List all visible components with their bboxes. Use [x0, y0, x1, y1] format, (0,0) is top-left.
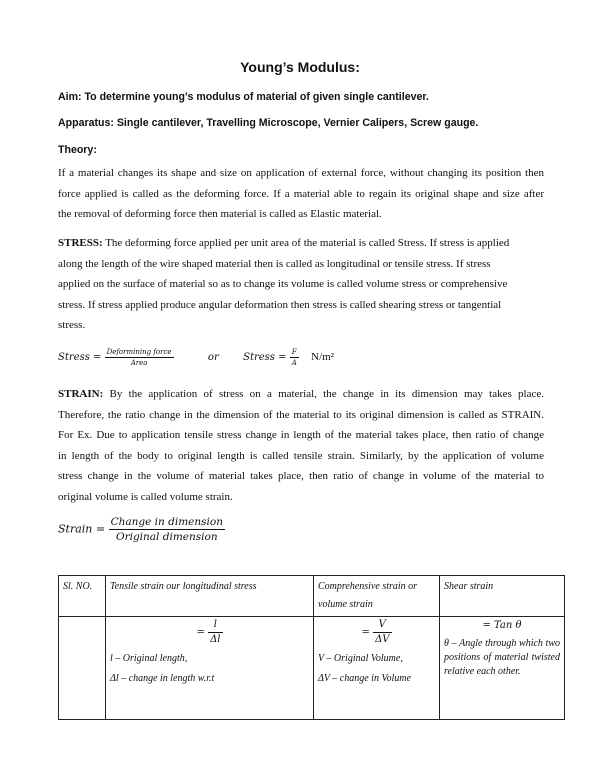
tensile-denominator: Δl [210, 634, 221, 645]
strain-eq-lhs: Strain = [58, 522, 106, 536]
stress-line: applied on the surface of material so as to change its volume is called volume stress or comprehensive [58, 278, 508, 290]
volume-numerator: V [373, 619, 391, 633]
stress-eq-lhs2: Stress = [243, 352, 287, 363]
strain-denominator: Original dimension [115, 531, 218, 543]
strain-line: For Ex. Due to application tensile stress change in length of the material takes place, then ratio of change [58, 429, 544, 441]
table-header-row [59, 576, 565, 617]
stress-eq-or: or [207, 352, 219, 363]
strain-line: stress change in the volume of material takes place, then ratio of change in volume of the material to [58, 470, 544, 482]
strain-equation [58, 516, 225, 543]
tensile-desc-1: l – Original length, [110, 653, 188, 664]
theory-line: the removal of deforming force then material is called as Elastic material. [58, 208, 382, 220]
strain-fraction [109, 516, 225, 543]
stress-paragraph [58, 233, 544, 336]
aim-line: Aim: To determine young’s modulus of material of given single cantilever. [58, 91, 429, 103]
stress-fraction [105, 348, 174, 367]
header-cell-shear: Shear strain [440, 576, 565, 617]
apparatus-line: Apparatus: Single cantilever, Travelling Microscope, Vernier Calipers, Screw gauge. [58, 117, 479, 129]
stress-equation [58, 348, 334, 367]
shear-formula: = Tan θ [482, 620, 522, 631]
volume-formula [318, 619, 435, 646]
strain-paragraph [58, 384, 544, 507]
theory-heading: Theory: [58, 144, 97, 156]
tensile-fraction [208, 619, 222, 646]
header-cell-slno: Sl. NO. [59, 576, 106, 617]
page-title: Young’s Modulus: [240, 59, 360, 75]
tensile-numerator: l [208, 619, 222, 633]
volume-desc-2: ΔV – change in Volume [318, 673, 411, 684]
stress-first-line [58, 237, 509, 249]
header-cell-tensile: Tensile strain our longitudinal stress [106, 576, 314, 617]
strain-table [58, 575, 565, 720]
volume-denominator: ΔV [375, 634, 390, 645]
cell-volume [314, 617, 440, 720]
header-cell-volume: Comprehensive strain or volume strain [314, 576, 440, 617]
stress-denominator: Area [130, 359, 148, 367]
theory-line: If a material changes its shape and size on application of external force, without changing its position then [58, 167, 544, 179]
cell-slno [59, 617, 106, 720]
stress-line: stress. [58, 319, 86, 331]
strain-line: By the application of stress on a material, the change in its dimension may takes place. [103, 388, 544, 400]
strain-first-line [58, 384, 544, 405]
strain-term: STRAIN: [58, 388, 104, 400]
table-row [59, 617, 565, 720]
stress-line: stress. If stress applied produce angular deformation then stress is called shearing stress or tangential [58, 298, 502, 311]
stress-numerator-f: F [290, 348, 299, 358]
shear-desc: θ – Angle through which two positions of material twisted relative each other. [444, 638, 560, 677]
stress-numerator: Deformining force [106, 348, 172, 356]
cell-shear [440, 617, 565, 720]
theory-line: force applied is called as the deforming force. If a material able to regain its original shape and size after [58, 187, 544, 200]
stress-unit: N/m² [311, 351, 334, 363]
tensile-desc-2: Δl – change in length w.r.t [110, 673, 215, 684]
stress-line: The deforming force applied per unit area of the material is called Stress. If stress is applied [102, 237, 510, 249]
volume-fraction [373, 619, 391, 646]
strain-line: in length of the body to original length is called tensile strain. Similarly, by the application of volume [58, 449, 544, 462]
stress-term: STRESS: [58, 237, 103, 249]
stress-denominator-a: A [291, 359, 297, 367]
strain-numerator: Change in dimension [110, 516, 223, 528]
strain-line: original volume is called volume strain. [58, 490, 233, 503]
strain-line: Therefore, the ratio change in the dimension of the material to its original dimension is called as STRAIN. [58, 408, 544, 421]
volume-equals: = [361, 627, 370, 638]
tensile-equals: = [196, 627, 205, 638]
stress-fraction-fa [290, 348, 299, 367]
volume-desc-1: V – Original Volume, [318, 653, 403, 664]
theory-paragraph [58, 163, 544, 225]
stress-eq-lhs: Stress = [58, 352, 102, 363]
stress-line: along the length of the wire shaped material then is called as longitudinal or tensile stress. If stress [58, 257, 491, 270]
tensile-formula [110, 619, 309, 646]
cell-tensile [106, 617, 314, 720]
